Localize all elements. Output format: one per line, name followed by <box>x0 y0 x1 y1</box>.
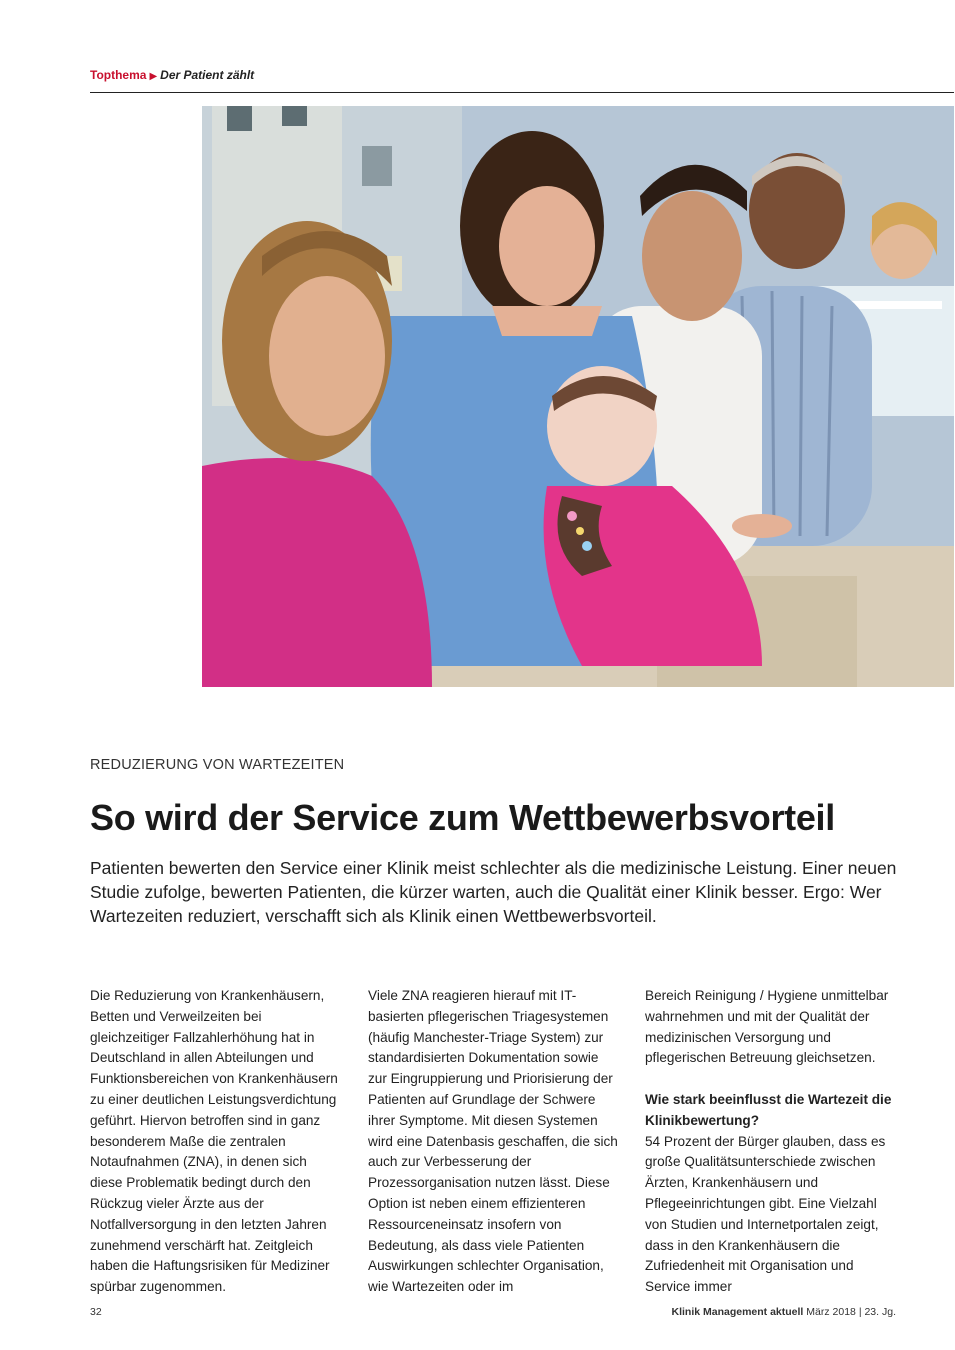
topic-label: Der Patient zählt <box>160 68 255 82</box>
article-photo <box>202 106 954 687</box>
waiting-room-illustration <box>202 106 954 687</box>
issue-date: März 2018 <box>806 1306 856 1318</box>
article-lead: Patienten bewerten den Service einer Klinik meist schlechter als die medizinische Leistung. Einer neuen Studie zufolge, bewerten Patienten, die kürzer warten, auch die Qualität einer Klinik besser. Ergo: Wer Wartezeiten reduziert, verschafft sich als Klinik einen Wettbewerbsvorteil. <box>90 858 897 926</box>
body-paragraph: Die Reduzierung von Krankenhäusern, Betten und Verweilzeiten bei gleichzeitiger Fallzahlerhöhung hat in Deutschland in allen Abteilungen und Funktionsbereichen von Krankenhäusern zu einer deutlichen Leistungsverdichtung geführt. Hiervon betroffen sind in ganz besonderem Maße die zentralen Notaufnahmen (ZNA), in denen sich diese Problematik bedingt durch den Rückzug vieler Ärzte aus der Notfallversorgung in den letzten Jahren zunehmend verschärft hat. Zeitgleich haben die Haftungsrisiken für Mediziner spürbar zugenommen. <box>90 988 338 1295</box>
arrow-right-icon: ▶ <box>149 71 158 82</box>
body-paragraph: Bereich Reinigung / Hygiene unmittelbar wahrnehmen und mit der Qualität der medizinischen Versorgung und pflegerischen Betreuung gleichsetzen. <box>645 988 889 1066</box>
body-column-2 <box>368 986 620 1298</box>
section-label: Topthema <box>90 68 147 82</box>
separator: | <box>858 1306 862 1318</box>
article-headline: So wird der Service zum Wettbewerbsvorteil <box>90 797 835 838</box>
section-subheading: Wie stark beeinflusst die Wartezeit die Klinikbewertung? <box>645 1091 892 1128</box>
body-paragraph: 54 Prozent der Bürger glauben, dass es große Qualitätsunterschiede zwischen Ärzten, Krankenhäusern und Pflegeeinrichtungen gibt. Eine Vielzahl von Studien und Internetportalen zeigt, dass in den Krankenhäusern die Zufriedenheit mit Organisation und Service immer <box>645 1133 886 1295</box>
page-number: 32 <box>90 1306 102 1318</box>
body-column-3 <box>645 986 897 1298</box>
publication-name: Klinik Management aktuell <box>671 1306 804 1318</box>
body-column-1 <box>90 986 342 1298</box>
volume: 23. Jg. <box>864 1306 896 1318</box>
running-header <box>90 68 954 93</box>
article-kicker: REDUZIERUNG VON WARTEZEITEN <box>90 757 345 773</box>
body-paragraph: Viele ZNA reagieren hierauf mit IT-basierten pflegerischen Triagesystemen (häufig Manchester-Triage System) zur standardisierten Dokumentation sowie zur Eingruppierung und Priorisierung der Patienten auf Grundlage der Schwere ihrer Symptome. Mit diesen Systemen wird eine Datenbasis geschaffen, die sich auch zur Verbesserung der Prozessorganisation nutzen lässt. Diese Option ist neben einem effizienteren Ressourceneinsatz insofern von Bedeutung, als dass viele Patienten Auswirkungen schlechter Organisation, wie Wartezeiten oder im <box>368 988 618 1295</box>
publication-info <box>671 1306 896 1318</box>
